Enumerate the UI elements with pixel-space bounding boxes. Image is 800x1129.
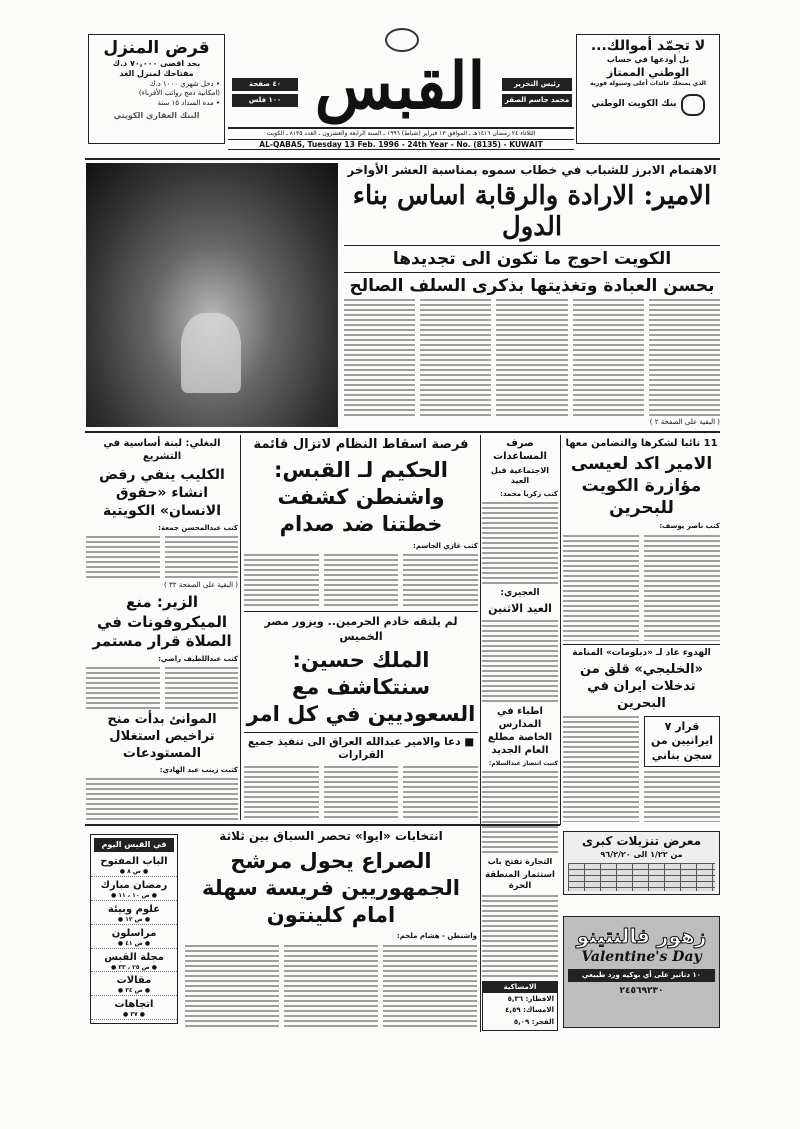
story-kicker: البغلي: لبنة أساسية في التشريع bbox=[103, 438, 221, 462]
body-text bbox=[403, 554, 478, 608]
photo-figure bbox=[181, 313, 241, 393]
prayer-row: الامساك: ٤,٥٩ bbox=[505, 1006, 554, 1015]
index-item-page: ● ص ١٢ ● bbox=[91, 916, 177, 925]
body-text bbox=[244, 766, 319, 820]
body-text bbox=[324, 554, 399, 608]
lead-body-column bbox=[573, 299, 644, 415]
body-text bbox=[185, 945, 279, 1030]
ad-line: (امكانية دمج رواتب الأقرباء) bbox=[138, 89, 220, 98]
body-text bbox=[86, 667, 160, 709]
camel-logo-icon bbox=[681, 94, 705, 116]
divider bbox=[563, 644, 720, 645]
ad-subtitle: Valentine's Day bbox=[581, 949, 702, 965]
story-kicker: صرف المساعدات bbox=[493, 438, 547, 462]
story-kicker: الهدوء عاد لـ «دبلومات» المنامة bbox=[572, 647, 711, 658]
story-headline: العيد الاثنين bbox=[488, 602, 552, 616]
divider bbox=[85, 158, 720, 160]
lead-headline: الامير: الارادة والرقابة اساس بناء الدول bbox=[352, 180, 712, 242]
ad-national-bank bbox=[576, 34, 720, 144]
ad-sale bbox=[563, 831, 720, 895]
divider bbox=[240, 435, 241, 820]
body-text bbox=[482, 771, 558, 853]
divider bbox=[244, 732, 478, 733]
index-item-page: ● ص ١٠ ، ١١ ● bbox=[91, 892, 177, 901]
index-item-label: مقالات bbox=[116, 975, 152, 987]
ad-title: معرض تنزيلات كبرى bbox=[581, 834, 702, 848]
index-item-page: ● ص ٣٤ ● bbox=[91, 987, 177, 996]
body-text bbox=[482, 502, 558, 584]
story-headline: قرار ٧ ايرانيين من سجن بناني bbox=[650, 720, 714, 762]
lead-kicker: الاهتمام الابرز للشباب في خطاب سموه بمناسبة العشر الأواخر bbox=[347, 163, 717, 177]
index-item-label: مراسلون bbox=[111, 927, 157, 939]
lead-body-column bbox=[420, 299, 491, 415]
body-text bbox=[244, 554, 319, 608]
editor-name-box: محمد جاسم الصقر bbox=[502, 94, 572, 107]
divider bbox=[244, 611, 478, 612]
index-box bbox=[90, 834, 178, 1024]
ad-phone: ٢٤٥٦٩٢٣٠ bbox=[619, 986, 664, 997]
divider bbox=[344, 245, 720, 246]
amir-photo bbox=[86, 163, 338, 427]
story-headline: الكليب ينفي رفض انشاء «حقوق الانسان» الكويتية bbox=[99, 467, 225, 520]
body-text bbox=[563, 535, 639, 641]
story-headline: الموانئ بدأت منح تراخيص استغلال المستودعات bbox=[107, 712, 217, 761]
byline: كتب عبداللطيف راضي: bbox=[158, 654, 238, 663]
price-table bbox=[568, 863, 715, 891]
index-item-label: مجلة القبس bbox=[104, 951, 164, 963]
story-headline: ■ دعا والامير عبدالله العراق الى تنفيذ جميع القرارات bbox=[247, 735, 475, 762]
story-headline: استثمار المنطقة الحرة bbox=[485, 870, 555, 892]
price-box: ١٠٠ فلس bbox=[232, 94, 298, 107]
index-item-label: اتجاهات bbox=[114, 999, 154, 1011]
story-headline: الحكيم لـ القبس: واشنطن كشفت خطتنا ضد صدام bbox=[273, 457, 448, 537]
body-text bbox=[165, 536, 239, 578]
pages-count-box: ٤٠ صفحة bbox=[232, 78, 298, 91]
story-kicker: التجارة تفتح باب bbox=[487, 856, 553, 866]
ad-title: زهور فالنتينو bbox=[576, 924, 707, 948]
divider bbox=[560, 435, 561, 825]
index-list bbox=[91, 855, 177, 1020]
story-kicker: 11 نائبا لشكرها والتضامن معها bbox=[565, 438, 718, 449]
ad-valentine bbox=[563, 916, 720, 1028]
byline: كتب غازي الجاسم: bbox=[413, 541, 478, 550]
divider bbox=[85, 824, 560, 826]
byline: واشنطن - هشام ملحم: bbox=[396, 932, 477, 941]
index-item-label: علوم وبيئة bbox=[107, 903, 161, 915]
ad-brand: البنك العقاري الكويتي bbox=[113, 111, 200, 121]
body-text bbox=[644, 771, 720, 822]
story-headline: اطباء في المدارس الخاصة مطلع العام الجديد bbox=[487, 706, 553, 757]
story-kicker: لم يلتقه خادم الحرمين.. ويزور مصر الخميس bbox=[264, 615, 458, 643]
story-headline: الملك حسين: سنتكاشف مع السعوديين في كل امر bbox=[246, 647, 476, 727]
story-headline: «الخليجي» قلق من تدخلات ايران في البحرين bbox=[580, 662, 703, 712]
ad-brand: بنك الكويت الوطني bbox=[591, 98, 677, 109]
ad-line: الذي يمنحك عائدات أعلى وسيولة فورية bbox=[590, 79, 706, 87]
story-headline: الاجتماعية قبل العيد bbox=[490, 466, 550, 486]
byline: كتب عبدالمحسن جمعة: bbox=[158, 523, 238, 532]
index-item-label: الباب المفتوح bbox=[100, 856, 168, 868]
lead-subhead-2: بحسن العبادة وتغذيتها بذكرى السلف الصالح bbox=[349, 276, 715, 297]
body-text bbox=[86, 536, 160, 578]
sidebar-story-box bbox=[644, 716, 720, 767]
ad-line: بحد اقصى ٧٠,٠٠٠ د.ك bbox=[112, 59, 201, 69]
body-text bbox=[403, 766, 478, 820]
ad-title: لا تجمّد أموالك... bbox=[590, 38, 706, 54]
prayer-row: الافطار: ٥,٣٦ bbox=[507, 994, 554, 1003]
date-line-arabic: الثلاثاء ٢٤ رمضان ١٤١٦هـ ـ الموافق ١٣ فبراير (شباط) ١٩٩٦ ـ السنة الرابعة والعشرون ـ العدد ٨١٣٥ ـ الكويت bbox=[266, 130, 536, 137]
divider bbox=[344, 272, 720, 273]
newspaper-logo: القبس bbox=[314, 49, 486, 124]
byline: كتبت زينب عبد الهادي: bbox=[159, 765, 238, 774]
ad-home-loan bbox=[88, 34, 225, 144]
lead-body-column bbox=[649, 299, 720, 415]
ad-line: • مدة السداد ١٥ سنة bbox=[157, 98, 220, 107]
ad-offer: ١٠ دنانير على أي بوكيه ورد طبيعي bbox=[568, 969, 715, 982]
body-text bbox=[644, 535, 720, 641]
story-headline: الزير: منع الميكروفونات في الصلاة قرار مستمر bbox=[92, 593, 232, 651]
lead-body-column bbox=[344, 299, 415, 415]
index-item-page: ● ص ٢٥ ، ٣٣ ● bbox=[91, 964, 177, 973]
prayer-title: الامساكية bbox=[483, 982, 557, 993]
body-text bbox=[86, 778, 238, 820]
story-kicker: انتخابات «ايوا» تحصر السباق بين ثلاثة bbox=[219, 829, 443, 843]
body-text bbox=[563, 716, 639, 822]
prayer-row: الفجر: ٥,٠٩ bbox=[513, 1017, 554, 1026]
byline: كتبت انتصار عبدالسلام: bbox=[488, 760, 558, 768]
date-line-english: AL-QABAS, Tuesday 13 Feb. 1996 - 24th Year - No. (8135) - KUWAIT bbox=[228, 139, 574, 150]
byline: كتب ناصر يوسف: bbox=[659, 522, 720, 531]
story-kicker: فرصة اسقاط النظام لاتزال قائمة bbox=[253, 437, 469, 452]
lead-body-column bbox=[496, 299, 567, 415]
index-item-page: ● ص ٤١ ● bbox=[91, 940, 177, 949]
ad-line: • دخل شهري ١٠٠٠ د.ك bbox=[149, 79, 220, 88]
ad-line: بل أودعها في حساب bbox=[606, 55, 690, 65]
body-text bbox=[482, 895, 558, 977]
byline: كتب زكريا محمد: bbox=[500, 489, 558, 498]
continued-note: ( البقية على الصفحة ٢ ) bbox=[649, 417, 720, 426]
body-text bbox=[324, 766, 399, 820]
story-kicker: العجيري: bbox=[500, 587, 540, 598]
ad-line: مفتاحك لمنزل الغد bbox=[119, 69, 194, 79]
divider bbox=[85, 431, 720, 433]
index-title: في القبس اليوم bbox=[94, 838, 174, 852]
body-text bbox=[383, 945, 477, 1030]
ad-dates: من ١/٢٢ الى ٩٦/٢/٢٠ bbox=[600, 849, 683, 859]
body-text bbox=[482, 620, 558, 702]
index-item-page: ● ص ٨ ● bbox=[91, 868, 177, 877]
index-item-page: ● ٣٧ ● bbox=[91, 1011, 177, 1020]
story-headline: الامير اكد لعيسى مؤازرة الكويت للبحرين bbox=[570, 454, 713, 519]
continued-note: ( البقية على الصفحة ٣٢ ) bbox=[163, 580, 238, 589]
divider bbox=[480, 435, 481, 1032]
ad-title: قرض المنزل bbox=[103, 38, 210, 58]
body-text bbox=[284, 945, 378, 1030]
index-item-label: رمضان مبارك bbox=[100, 880, 168, 892]
prayer-times-box bbox=[482, 981, 558, 1031]
editor-label-box: رئيس التحرير bbox=[502, 78, 572, 91]
divider bbox=[228, 127, 574, 129]
ad-line: الوطني الممتاز bbox=[606, 65, 690, 79]
story-headline: الصراع يحول مرشح الجمهوريين فريسة سهلة امام كلينتون bbox=[201, 848, 461, 928]
body-text bbox=[165, 667, 239, 709]
lead-subhead-1: الكويت احوج ما تكون الى تجديدها bbox=[392, 248, 672, 269]
